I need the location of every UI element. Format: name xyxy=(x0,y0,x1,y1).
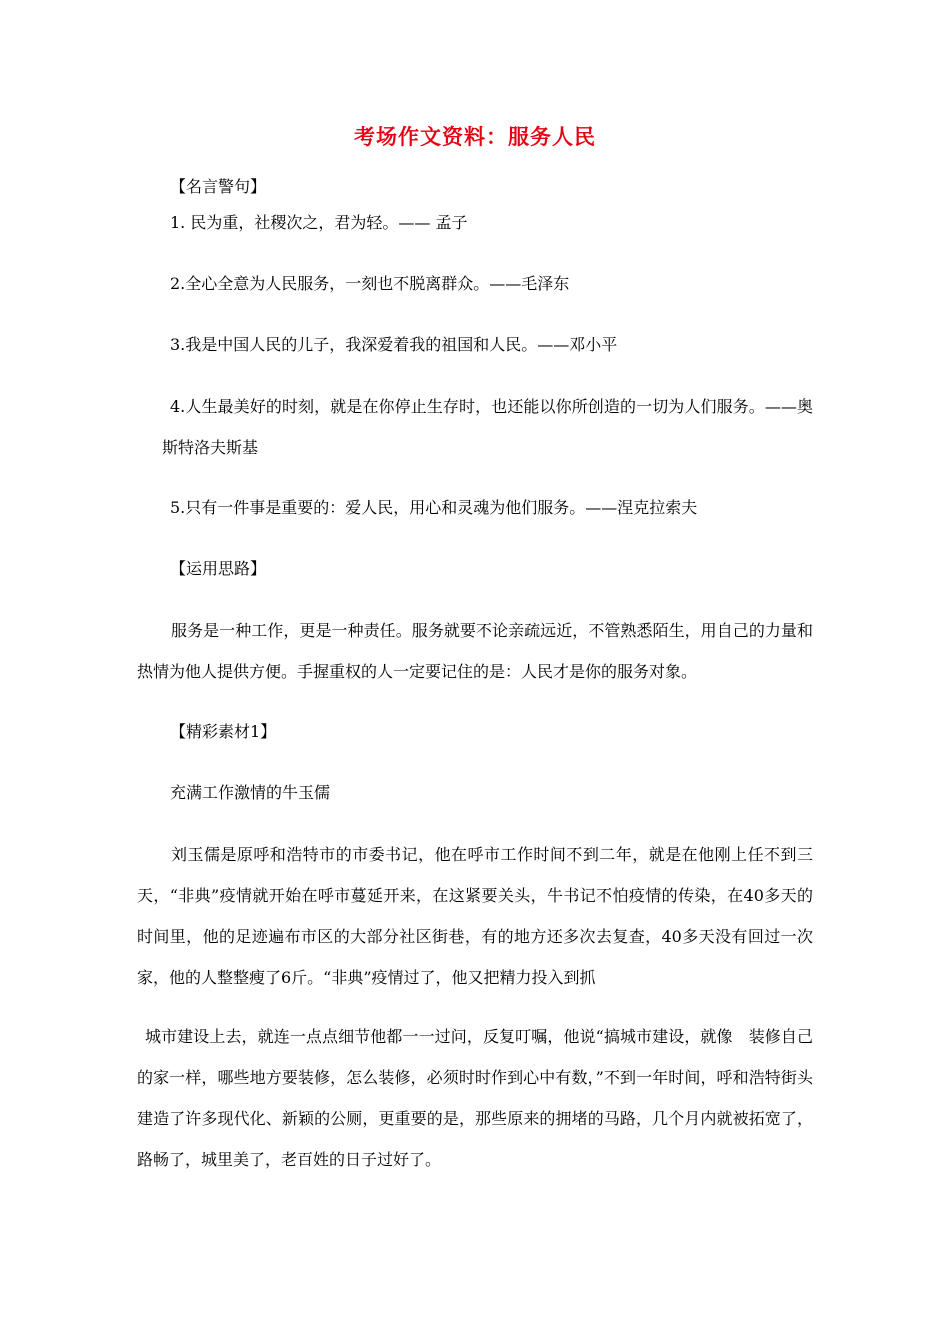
usage-text: 服务是一种工作，更是一种责任。服务就要不论亲疏远近，不管熟悉陌生，用自己的力量和热情为他人提供方便。手握重权的人一定要记住的是：人民才是你的服务对象。 xyxy=(137,621,813,681)
quote-item-5: 5.只有一件事是重要的：爱人民，用心和灵魂为他们服务。——涅克拉索夫 xyxy=(170,498,698,517)
quote-item-4: 4.人生最美好的时刻，就是在你停止生存时，也还能以你所创造的一切为人们服务。——奥斯特洛夫斯基 xyxy=(162,397,813,457)
quote-item-2: 2.全心全意为人民服务，一刻也不脱离群众。——毛泽东 xyxy=(170,274,570,293)
material-paragraph-1: 刘玉儒是原呼和浩特市的市委书记，他在呼市工作时间不到二年，就是在他刚上任不到三天，“非典”疫情就开始在呼市蔓延开来，在这紧要关头，牛书记不怕疫情的传染，在40多天的时间里，他的足迹遍布市区的大部分社区街巷，有的地方还多次去复查，40多天没有回过一次家，他的人整整瘦了6斤。“非典”疫情过了，他又把精力投入到抓 xyxy=(137,845,813,987)
usage-heading: 【运用思路】 xyxy=(170,559,267,578)
material-subtitle: 充满工作激情的牛玉儒 xyxy=(170,783,331,802)
quotes-heading: 【名言警句】 xyxy=(170,177,267,196)
quote-item-1: 1. 民为重，社稷次之，君为轻。—— 孟子 xyxy=(170,213,468,232)
document-title: 考场作文资料：服务人民 xyxy=(354,125,596,149)
material-paragraph-2: 城市建设上去，就连一点点细节他都一一过问，反复叮嘱，他说“搞城市建设，就像 装修自己的家一样，哪些地方要装修，怎么装修，必须时时作到心中有数，”不到一年时间，呼和浩特街头建造了许多现代化、新颖的公厕，更重要的是，那些原来的拥堵的马路，几个月内就被拓宽了，路畅了，城里美了，老百姓的日子过好了。 xyxy=(137,1027,813,1169)
quote-item-3: 3.我是中国人民的儿子，我深爱着我的祖国和人民。——邓小平 xyxy=(170,335,618,354)
material-heading: 【精彩素材1】 xyxy=(170,722,277,741)
